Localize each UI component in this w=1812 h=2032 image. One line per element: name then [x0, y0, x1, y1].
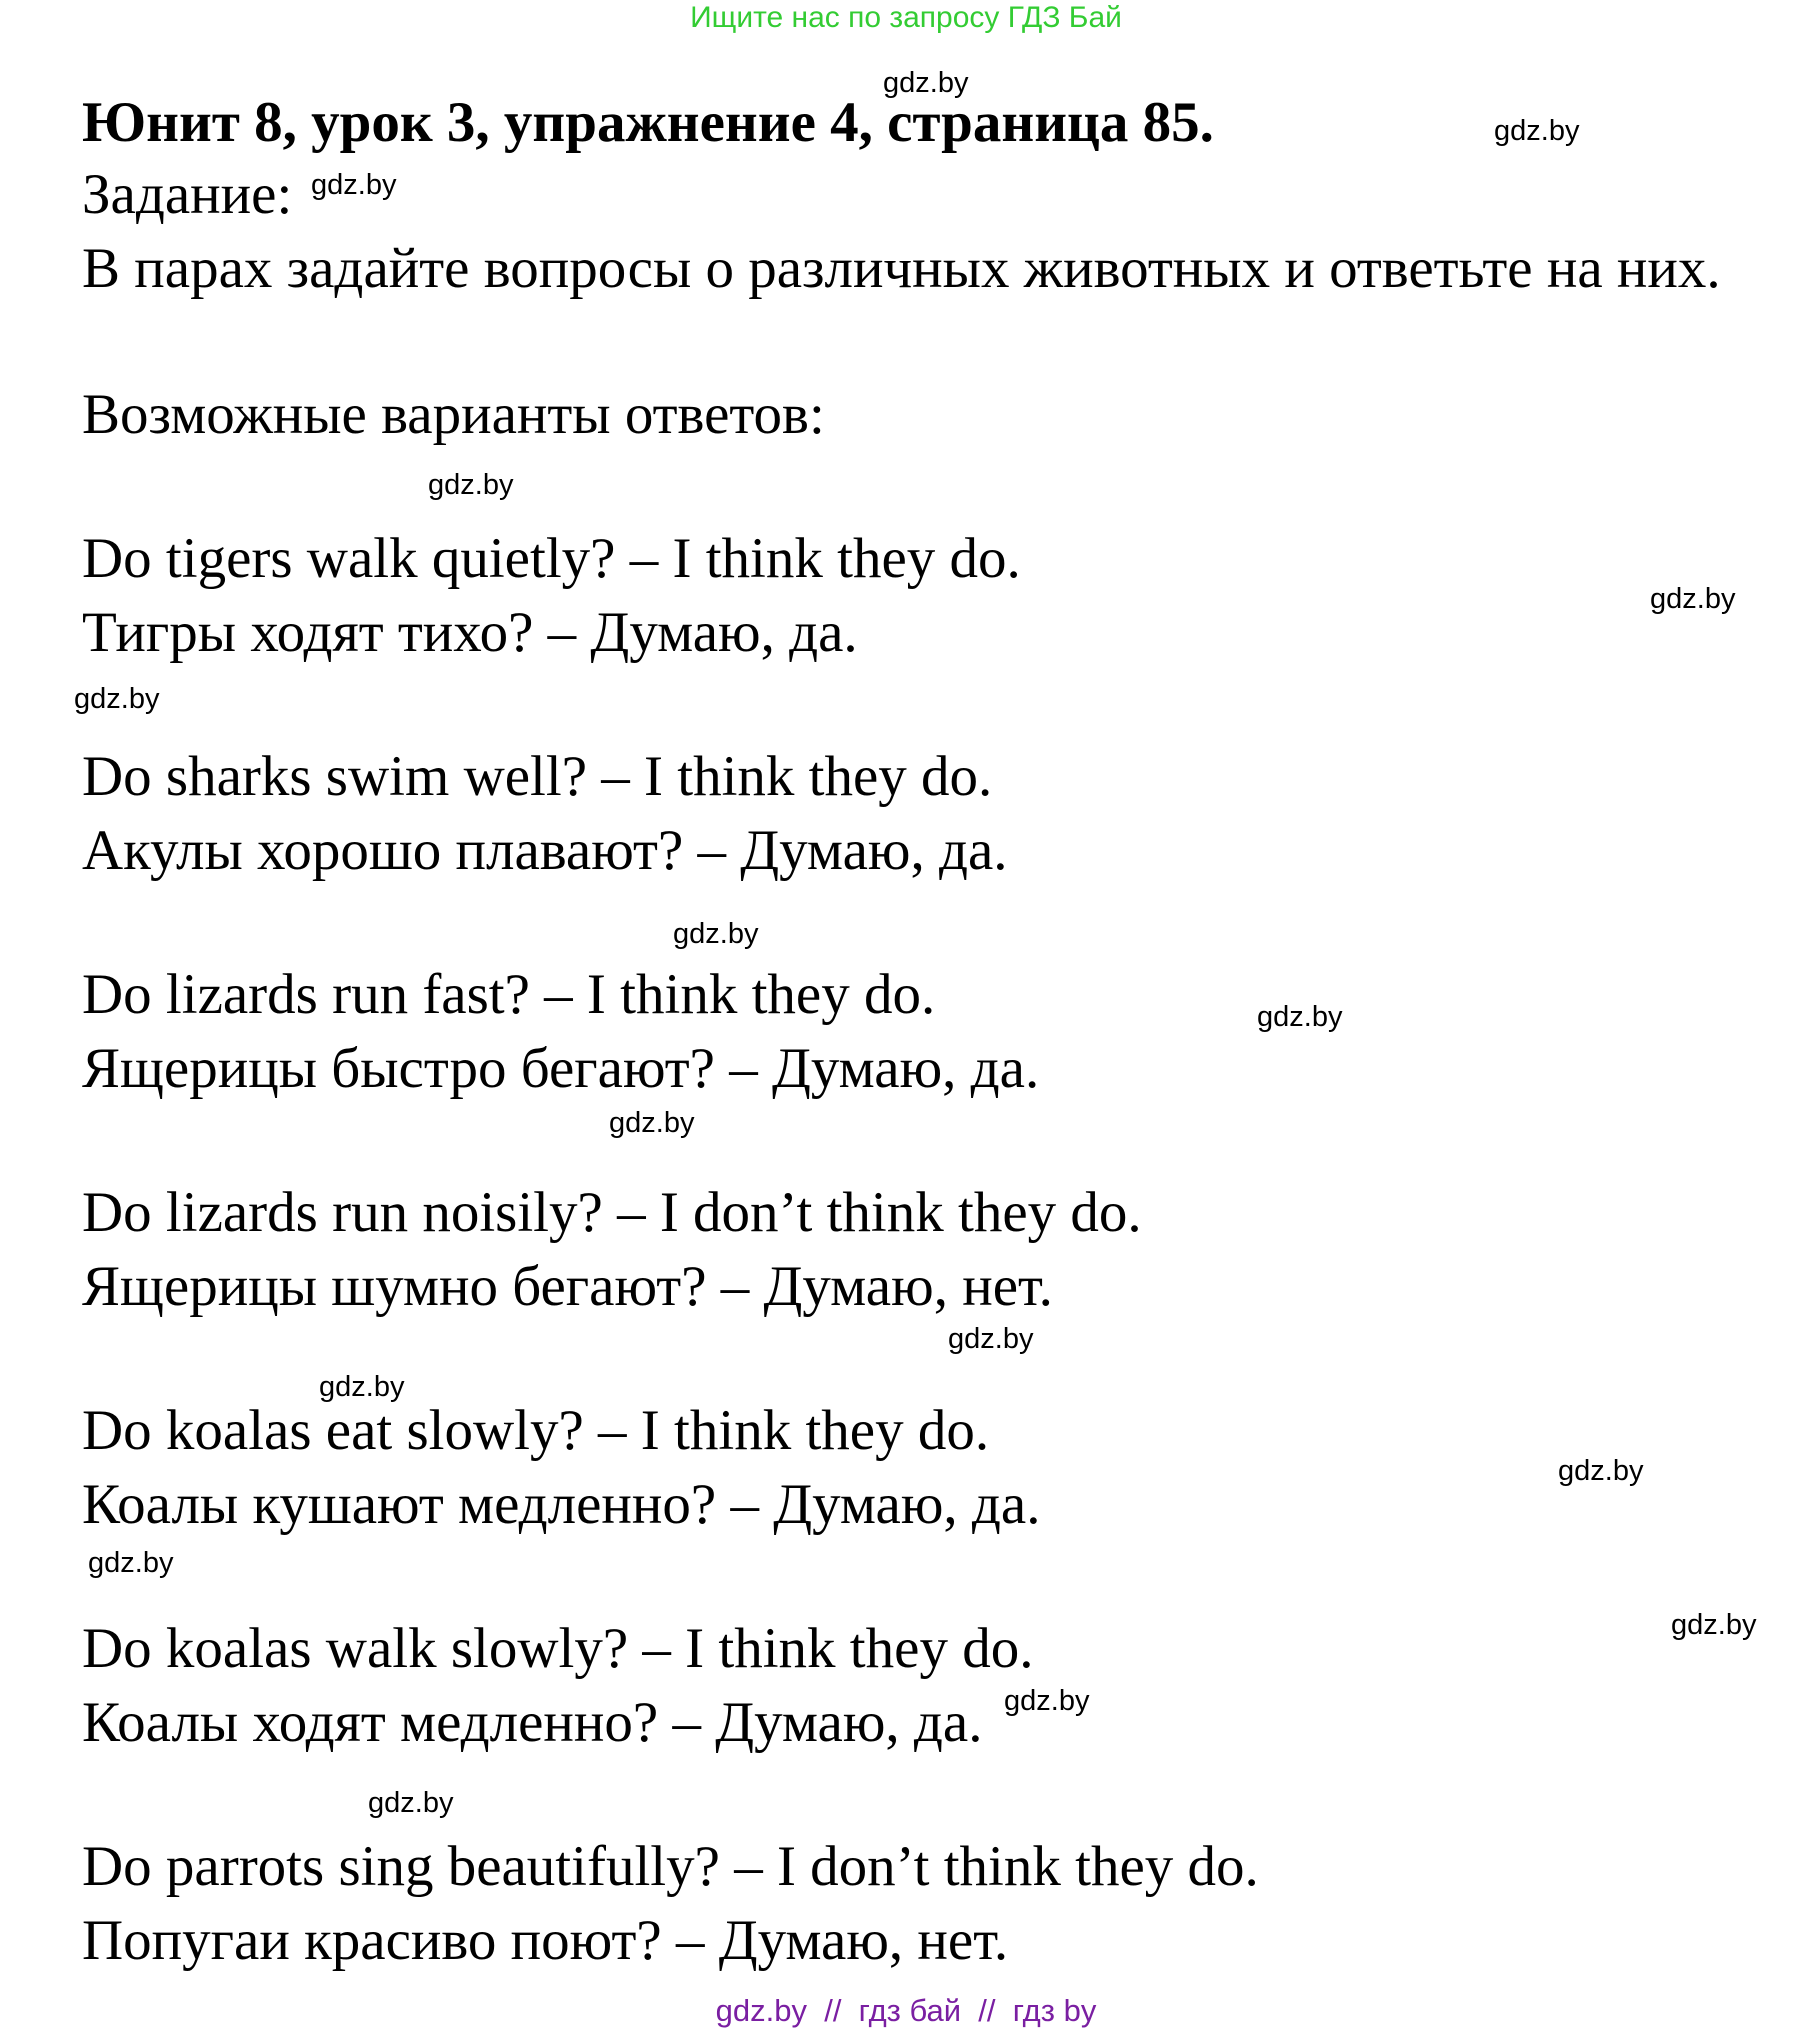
watermark: gdz.by — [1650, 583, 1736, 615]
answer-en: Do koalas eat slowly? – I think they do. — [82, 1399, 990, 1462]
watermark: gdz.by — [673, 918, 759, 950]
watermark: gdz.by — [1671, 1609, 1757, 1641]
answer-en: Do lizards run noisily? – I don’t think they do. — [82, 1181, 1142, 1244]
answer-ru: Коалы ходят медленно? – Думаю, да. — [82, 1691, 983, 1754]
watermark: gdz.by — [1257, 1001, 1343, 1033]
footer-links: gdz.by // гдз бай // гдз by — [715, 1993, 1097, 2028]
answer-en: Do sharks swim well? – I think they do. — [82, 745, 993, 808]
top-banner: Ищите нас по запросу ГДЗ Бай — [690, 1, 1122, 34]
watermark: gdz.by — [948, 1323, 1034, 1355]
answer-en: Do koalas walk slowly? – I think they do. — [82, 1617, 1034, 1680]
answer-ru: Попугаи красиво поют? – Думаю, нет. — [82, 1909, 1009, 1972]
answer-en: Do parrots sing beautifully? – I don’t think they do. — [82, 1835, 1259, 1898]
answer-en: Do tigers walk quietly? – I think they do. — [82, 527, 1021, 590]
answer-ru: Акулы хорошо плавают? – Думаю, да. — [82, 819, 1008, 882]
watermark: gdz.by — [883, 67, 969, 99]
watermark: gdz.by — [1004, 1685, 1090, 1717]
answer-ru: Коалы кушают медленно? – Думаю, да. — [82, 1473, 1041, 1536]
page-title: Юнит 8, урок 3, упражнение 4, страница 85. — [82, 91, 1214, 154]
watermark: gdz.by — [74, 683, 160, 715]
answer-ru: Тигры ходят тихо? – Думаю, да. — [82, 601, 858, 664]
answers-label: Возможные варианты ответов: — [82, 383, 825, 446]
watermark: gdz.by — [609, 1107, 695, 1139]
answer-ru: Ящерицы шумно бегают? – Думаю, нет. — [82, 1255, 1053, 1318]
answer-ru: Ящерицы быстро бегают? – Думаю, да. — [82, 1037, 1040, 1100]
watermark: gdz.by — [1494, 115, 1580, 147]
watermark: gdz.by — [1558, 1455, 1644, 1487]
watermark: gdz.by — [88, 1547, 174, 1579]
watermark: gdz.by — [319, 1371, 405, 1403]
watermark: gdz.by — [368, 1787, 454, 1819]
watermark: gdz.by — [428, 469, 514, 501]
task-text: В парах задайте вопросы о различных животных и ответьте на них. — [82, 237, 1721, 300]
task-label: Задание: — [82, 163, 293, 226]
answer-en: Do lizards run fast? – I think they do. — [82, 963, 936, 1026]
watermark: gdz.by — [311, 169, 397, 201]
